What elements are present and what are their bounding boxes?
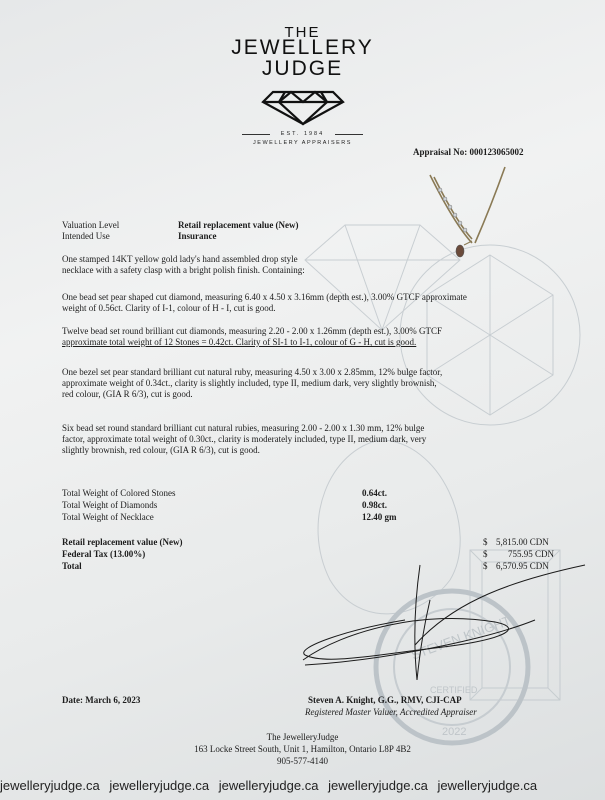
total-currency: $: [483, 561, 488, 571]
federal-tax-currency: $: [483, 549, 488, 559]
weight-colored-stones-value: 0.64ct.: [362, 488, 387, 498]
seal-year-text: 2022: [442, 726, 467, 738]
seal-name-text: STEVEN KNIGHT: [409, 612, 513, 663]
total-amount: 6,570.95 CDN: [496, 561, 549, 571]
watermark-text: jewelleryjudge.ca: [109, 778, 210, 793]
intended-use-label: Intended Use: [62, 231, 110, 241]
federal-tax-amount: 755.95 CDN: [508, 549, 555, 559]
signature-icon: [285, 560, 605, 690]
round-diamonds-description: Twelve bead set round brilliant cut diamonds, measuring 2.20 - 2.00 x 1.26mm (depth est.), 3.00% GTCF approximate total weight of 12 Stones = 0.42ct. Clarity of SI-1 to I-1, colour of G - H, cut is good.: [62, 326, 443, 347]
necklace-description: One stamped 14KT yellow gold lady's hand assembled drop style necklace with a safety clasp with a bright polish finish. Containing:: [62, 254, 305, 275]
watermark-row: [0, 778, 605, 793]
logo-judge: JUDGE: [261, 57, 344, 80]
pear-ruby-description: One bezel set pear standard brilliant cut natural ruby, measuring 4.50 x 3.00 x 2.85mm, 12% bulge factor, approximate weight of 0.34ct., clarity is slightly included, type II, medium dark, very slightly brownish, red colour, (GIA R 6/3), cut is good.: [62, 367, 443, 399]
watermark-text: jewelleryjudge.ca: [0, 778, 100, 793]
intended-use-value: Insurance: [178, 231, 217, 241]
retail-value-amount: 5,815.00 CDN: [496, 537, 549, 547]
retail-value-currency: $: [483, 537, 488, 547]
valuation-level-label: Valuation Level: [62, 220, 120, 230]
logo-jewellery: JEWELLERY: [231, 36, 374, 59]
pear-diamond-description: One bead set pear shaped cut diamond, measuring 6.40 x 4.50 x 3.16mm (depth est.), 3.00% GTCF approximate weight of 0.56ct. Clarity of I-1, colour of H - I, cut is good.: [62, 292, 467, 313]
diamond-logo-icon: [259, 80, 347, 128]
seal-certified-text: CERTIFIED: [430, 685, 478, 695]
footer-address: 163 Locke Street South, Unit 1, Hamilton, Ontario L8P 4B2: [194, 744, 411, 754]
round-rubies-description: Six bead set round standard brilliant cut natural rubies, measuring 2.00 - 2.00 x 1.30 mm, 12% bulge factor, approximate total weight of 0.30ct., clarity is moderately included, type II, medium dark, very slightly brownish, red colour, (GIA R 6/3), cut is good.: [62, 423, 427, 455]
total-label: Total: [62, 561, 82, 571]
signer-title: Registered Master Valuer, Accredited Appraiser: [305, 707, 477, 717]
valuation-level-value: Retail replacement value (New): [178, 220, 299, 230]
weight-diamonds-label: Total Weight of Diamonds: [62, 500, 158, 510]
watermark-text: jewelleryjudge.ca: [437, 778, 538, 793]
logo-subtitle: JEWELLERY APPRAISERS: [253, 140, 352, 146]
appraisal-date: Date: March 6, 2023: [62, 695, 141, 705]
federal-tax-label: Federal Tax (13.00%): [62, 549, 146, 559]
logo-est: EST. 1984: [280, 131, 325, 137]
watermark-text: jewelleryjudge.ca: [328, 778, 428, 793]
weight-necklace-value: 12.40 gm: [362, 512, 397, 522]
weight-colored-stones-label: Total Weight of Colored Stones: [62, 488, 176, 498]
appraisal-number: Appraisal No: 000123065002: [413, 147, 524, 157]
footer-company: The JewelleryJudge: [266, 732, 339, 742]
signer-name: Steven A. Knight, G.G., RMV, CJI-CAP: [308, 695, 462, 705]
weight-diamonds-value: 0.98ct.: [362, 500, 387, 510]
weight-necklace-label: Total Weight of Necklace: [62, 512, 154, 522]
watermark-text: jewelleryjudge.ca: [218, 778, 319, 793]
logo-the: THE: [284, 24, 321, 41]
retail-value-label: Retail replacement value (New): [62, 537, 183, 547]
footer-phone: 905-577-4140: [277, 756, 328, 766]
